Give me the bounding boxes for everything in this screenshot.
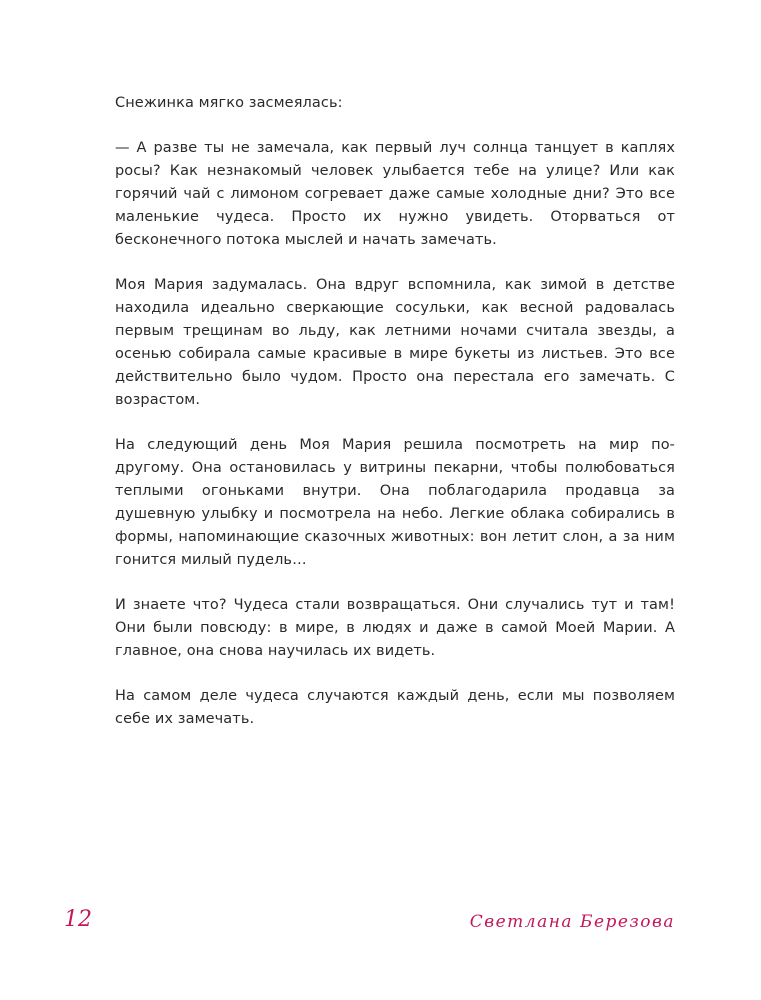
paragraph-1: Снежинка мягко засмеялась:	[115, 95, 343, 111]
paragraph-4: На следующий день Моя Мария решила посмотреть на мир по-другому. Она остановилась у витрины пекарни, чтобы полюбоваться теплыми огоньками внутри. Она поблагодарила продавца за душевную улыбку и посмотрела на небо. Легкие облака собирались в формы, напоминающие сказочных животных: вон летит слон, а за ним гонится милый пудель…	[115, 437, 675, 568]
paragraph-6: На самом деле чудеса случаются каждый день, если мы позволяем себе их замечать.	[115, 688, 675, 727]
author-name: Светлана Березова	[469, 912, 675, 932]
paragraph-5: И знаете что? Чудеса стали возвращаться. Они случались тут и там! Они были повсюду: в мире, в людях и даже в самой Моей Марии. А главное, она снова научилась их видеть.	[115, 597, 675, 659]
page-body	[115, 92, 675, 753]
paragraph-2: — А разве ты не замечала, как первый луч солнца танцует в каплях росы? Как незнакомый человек улыбается тебе на улице? Или как горячий чай с лимоном согревает даже самые холодные дни? Это все маленькие чудеса. Просто их нужно увидеть. Оторваться от бесконечного потока мыслей и начать замечать.	[115, 140, 675, 248]
paragraph-3: Моя Мария задумалась. Она вдруг вспомнила, как зимой в детстве находила идеально сверкающие сосульки, как весной радовалась первым трещинам во льду, как летними ночами считала звезды, а осенью собирала самые красивые в мире букеты из листьев. Это все действительно было чудом. Просто она перестала его замечать. С возрастом.	[115, 277, 675, 408]
page-number: 12	[64, 907, 92, 932]
